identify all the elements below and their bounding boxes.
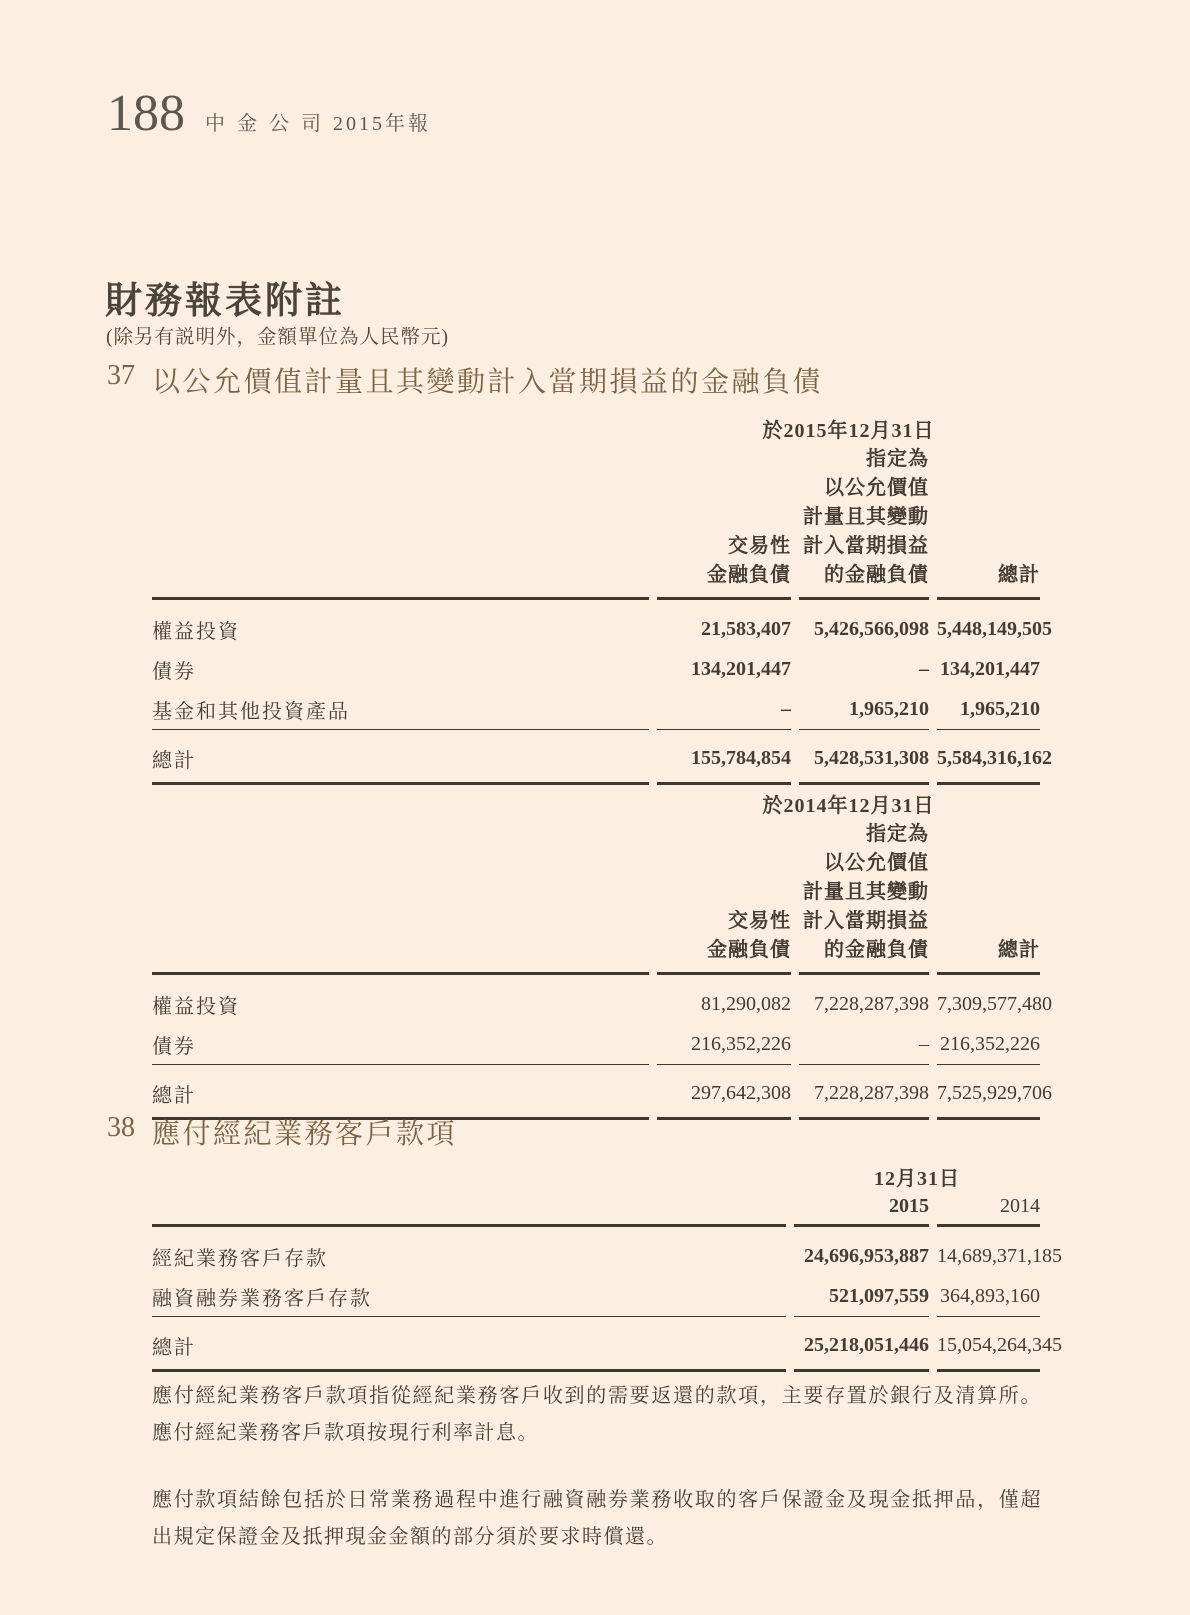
total-value: 25,218,051,446 xyxy=(794,1317,929,1372)
total-label: 總計 xyxy=(152,730,649,785)
as-at-date: 12月31日 xyxy=(874,1168,960,1190)
table-total-row xyxy=(152,1317,1040,1372)
table-row xyxy=(152,689,1040,730)
running-head xyxy=(107,85,431,142)
cell-value: 134,201,447 xyxy=(691,658,791,680)
cell-value: 7,228,287,398 xyxy=(814,993,929,1015)
note-38-title: 應付經紀業務客戶款項 xyxy=(152,1119,458,1150)
note-38-heading xyxy=(107,1112,457,1152)
cell-value: 5,448,149,505 xyxy=(937,618,1052,640)
note-37-title: 以公允價值計量且其變動計入當期損益的金融負債 xyxy=(152,367,824,398)
total-value: 155,784,854 xyxy=(657,730,791,785)
page-title: 財務報表附註 xyxy=(105,281,345,322)
total-value: 297,642,308 xyxy=(657,1065,791,1120)
page-subtitle: (除另有説明外，金額單位為人民幣元) xyxy=(106,327,449,348)
table-row xyxy=(152,600,1040,649)
total-value: 15,054,264,345 xyxy=(937,1317,1040,1372)
note-38-paragraph-2: 應付款項結餘包括於日常業務過程中進行融資融券業務收取的客戶保證金及現金抵押品，僅超出規定保證金及抵押現金金額的部分須於要求時償還。 xyxy=(152,1489,1042,1548)
company-name: 中金公司 xyxy=(205,113,333,135)
cell-value: – xyxy=(919,658,929,680)
table-row xyxy=(152,1276,1040,1317)
total-label: 總計 xyxy=(152,1317,786,1372)
col-header-total: 總計 xyxy=(937,445,1040,600)
brokerage-payables-table xyxy=(144,1160,1062,1372)
table-total-row xyxy=(152,730,1040,785)
cell-value: 24,696,953,887 xyxy=(804,1245,929,1267)
cell-value: – xyxy=(799,1024,929,1065)
cell-value: 134,201,447 xyxy=(940,658,1040,680)
row-label: 融資融券業務客戶存款 xyxy=(152,1276,786,1317)
col-header-trading: 交易性 金融負債 xyxy=(657,445,791,600)
table-row xyxy=(152,975,1040,1024)
table-header-row xyxy=(152,1193,1040,1227)
fvtpl-liabilities-table-2014 xyxy=(144,787,1052,1120)
cell-value: 1,965,210 xyxy=(937,689,1040,730)
report-year: 2015年報 xyxy=(333,113,431,135)
cell-value: 1,965,210 xyxy=(799,689,929,730)
total-value: 5,584,316,162 xyxy=(937,730,1040,785)
cell-value: 216,352,226 xyxy=(657,1024,791,1065)
cell-value: 81,290,082 xyxy=(701,993,791,1015)
page-number: 188 xyxy=(107,85,185,142)
row-label: 債券 xyxy=(152,1024,649,1065)
cell-value: 14,689,371,185 xyxy=(937,1245,1062,1267)
cell-value: 364,893,160 xyxy=(937,1276,1040,1317)
row-label: 權益投資 xyxy=(152,621,240,643)
col-header-designated: 指定為 以公允價值 計量且其變動 計入當期損益 的金融負債 xyxy=(799,445,929,600)
fvtpl-liabilities-table-2015 xyxy=(144,412,1052,785)
note-37-number: 37 xyxy=(107,360,135,391)
row-label: 權益投資 xyxy=(152,996,240,1018)
table-row xyxy=(152,1227,1040,1276)
cell-value: 21,583,407 xyxy=(701,618,791,640)
as-at-date-2015: 於2015年12月31日 xyxy=(762,420,935,442)
table-row xyxy=(152,1024,1040,1065)
total-value: 5,428,531,308 xyxy=(799,730,929,785)
col-header-trading: 交易性 金融負債 xyxy=(657,820,791,975)
col-header-designated: 指定為 以公允價值 計量且其變動 計入當期損益 的金融負債 xyxy=(799,820,929,975)
total-value: 7,228,287,398 xyxy=(799,1065,929,1120)
cell-value: 5,426,566,098 xyxy=(814,618,929,640)
note-37-heading xyxy=(107,360,823,400)
as-at-date-2014: 於2014年12月31日 xyxy=(762,795,935,817)
table-date-row xyxy=(152,412,1040,445)
cell-value: – xyxy=(657,689,791,730)
total-label: 總計 xyxy=(152,1065,649,1120)
total-value: 7,525,929,706 xyxy=(937,1065,1040,1120)
note-38-paragraph-1: 應付經紀業務客戶款項指從經紀業務客戶收到的需要返還的款項，主要存置於銀行及清算所。應付經紀業務客戶款項按現行利率計息。 xyxy=(152,1385,1042,1444)
table-row xyxy=(152,649,1040,689)
row-label: 經紀業務客戶存款 xyxy=(152,1248,328,1270)
col-header-total: 總計 xyxy=(937,820,1040,975)
cell-value: 521,097,559 xyxy=(794,1276,929,1317)
cell-value: 7,309,577,480 xyxy=(937,993,1052,1015)
table-header-row xyxy=(152,820,1040,975)
cell-value: 216,352,226 xyxy=(937,1024,1040,1065)
table-date-row xyxy=(152,787,1040,820)
col-header-2014: 2014 xyxy=(937,1193,1040,1227)
row-label: 基金和其他投資產品 xyxy=(152,689,649,730)
table-date-row xyxy=(152,1160,1040,1193)
note-38-number: 38 xyxy=(107,1112,135,1143)
col-header-2015: 2015 xyxy=(794,1193,929,1227)
row-label: 債券 xyxy=(152,661,196,683)
table-header-row xyxy=(152,445,1040,600)
